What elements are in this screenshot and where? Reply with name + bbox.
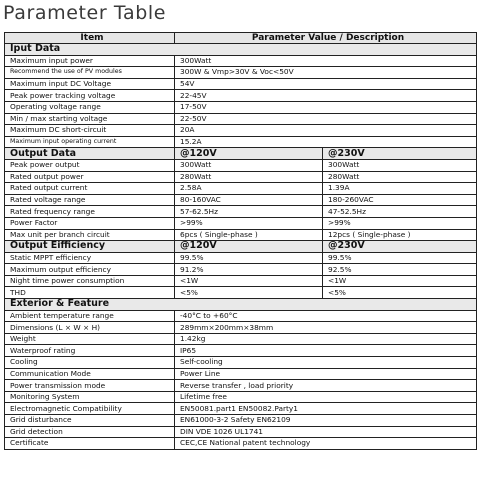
- row-value: 280Watt: [175, 171, 323, 183]
- row-value: >99%: [175, 217, 323, 229]
- row-value: Self-cooling: [175, 357, 477, 369]
- header-item: Item: [5, 33, 175, 44]
- row-label: Static MPPT efficiency: [5, 252, 175, 264]
- row-label: Power transmission mode: [5, 380, 175, 392]
- table-row: [5, 101, 477, 113]
- table-row: [5, 380, 477, 392]
- row-label: Dimensions (L × W × H): [5, 322, 175, 334]
- row-value: EN61000-3-2 Safety EN62109: [175, 415, 477, 427]
- row-label: Communication Mode: [5, 368, 175, 380]
- table-row: [5, 357, 477, 369]
- table-row: [5, 368, 477, 380]
- table-row: [5, 391, 477, 403]
- row-value: 300Watt: [175, 159, 323, 171]
- row-value: 20A: [175, 125, 477, 137]
- section-exterior-row: [5, 299, 477, 311]
- table-row: [5, 264, 477, 276]
- table-row: [5, 136, 477, 148]
- row-label: Rated voltage range: [5, 194, 175, 206]
- table-row: [5, 415, 477, 427]
- section-title: Output Data: [5, 148, 175, 160]
- row-value: 92.5%: [323, 264, 477, 276]
- row-value: Lifetime free: [175, 391, 477, 403]
- row-label: Maximum DC short-circuit: [5, 125, 175, 137]
- row-label: Weight: [5, 333, 175, 345]
- table-row: [5, 275, 477, 287]
- section-input-row: [5, 44, 477, 56]
- row-value: 2.58A: [175, 183, 323, 195]
- column-label: @230V: [323, 241, 477, 253]
- row-value: 300Watt: [175, 55, 477, 67]
- row-value: Reverse transfer , load priority: [175, 380, 477, 392]
- section-title: Exterior & Feature: [5, 299, 477, 311]
- row-label: Night time power consumption: [5, 275, 175, 287]
- table-row: [5, 252, 477, 264]
- row-value: 80-160VAC: [175, 194, 323, 206]
- row-label: Electromagnetic Compatibility: [5, 403, 175, 415]
- row-label: Min / max starting voltage: [5, 113, 175, 125]
- table-row: [5, 55, 477, 67]
- row-value: 12pcs ( Single-phase ): [323, 229, 477, 241]
- row-value: <1W: [175, 275, 323, 287]
- row-value: 300Watt: [323, 159, 477, 171]
- section-efficiency-row: [5, 241, 477, 253]
- parameter-table: [4, 32, 477, 450]
- table-row: [5, 310, 477, 322]
- row-label: Cooling: [5, 357, 175, 369]
- header-value: Parameter Value / Description: [175, 33, 477, 44]
- row-value: IP65: [175, 345, 477, 357]
- row-label: THD: [5, 287, 175, 299]
- row-value: <5%: [175, 287, 323, 299]
- row-value: 17-50V: [175, 101, 477, 113]
- row-value: 99.5%: [175, 252, 323, 264]
- row-value: 180-260VAC: [323, 194, 477, 206]
- table-row: [5, 287, 477, 299]
- row-label: Maximum input operating current: [5, 136, 175, 148]
- row-value: 57-62.5Hz: [175, 206, 323, 218]
- row-label: Grid disturbance: [5, 415, 175, 427]
- row-value: >99%: [323, 217, 477, 229]
- row-label: Maximum input power: [5, 55, 175, 67]
- row-value: 300W & Vmp>30V & Voc<50V: [175, 67, 477, 79]
- table-row: [5, 67, 477, 79]
- row-label: Waterproof rating: [5, 345, 175, 357]
- row-value: 47-52.5Hz: [323, 206, 477, 218]
- row-label: Maximum input DC Voltage: [5, 78, 175, 90]
- table-row: [5, 78, 477, 90]
- table-row: [5, 345, 477, 357]
- row-value: 91.2%: [175, 264, 323, 276]
- table-row: [5, 125, 477, 137]
- column-label: @230V: [323, 148, 477, 160]
- row-value: CEC,CE National patent technology: [175, 438, 477, 450]
- row-value: 22-45V: [175, 90, 477, 102]
- row-value: 99.5%: [323, 252, 477, 264]
- row-label: Rated frequency range: [5, 206, 175, 218]
- row-label: Max unit per branch circuit: [5, 229, 175, 241]
- row-value: EN50081.part1 EN50082.Party1: [175, 403, 477, 415]
- table-row: [5, 333, 477, 345]
- table-row: [5, 194, 477, 206]
- row-label: Operating voltage range: [5, 101, 175, 113]
- row-value: <5%: [323, 287, 477, 299]
- table-row: [5, 217, 477, 229]
- table-row: [5, 206, 477, 218]
- row-value: 22-50V: [175, 113, 477, 125]
- row-value: 1.42kg: [175, 333, 477, 345]
- table-row: [5, 183, 477, 195]
- page-title: Parameter Table: [3, 2, 167, 24]
- column-label: @120V: [175, 148, 323, 160]
- column-label: @120V: [175, 241, 323, 253]
- table-row: [5, 171, 477, 183]
- row-label: Grid detection: [5, 426, 175, 438]
- row-value: 15.2A: [175, 136, 477, 148]
- section-title: Iput Data: [5, 44, 477, 56]
- row-value: 6pcs ( Single-phase ): [175, 229, 323, 241]
- row-label: Monitoring System: [5, 391, 175, 403]
- table-row: [5, 90, 477, 102]
- row-value: 280Watt: [323, 171, 477, 183]
- row-value: -40°C to +60°C: [175, 310, 477, 322]
- row-label: Recommend the use of PV modules: [5, 67, 175, 79]
- table-row: [5, 229, 477, 241]
- row-value: 54V: [175, 78, 477, 90]
- row-label: Peak power output: [5, 159, 175, 171]
- table-row: [5, 403, 477, 415]
- table-row: [5, 438, 477, 450]
- row-label: Certificate: [5, 438, 175, 450]
- row-label: Rated output current: [5, 183, 175, 195]
- row-value: DIN VDE 1026 UL1741: [175, 426, 477, 438]
- row-label: Ambient temperature range: [5, 310, 175, 322]
- row-value: <1W: [323, 275, 477, 287]
- table-row: [5, 159, 477, 171]
- row-label: Rated output power: [5, 171, 175, 183]
- row-value: 289mm×200mm×38mm: [175, 322, 477, 334]
- table-header-row: [5, 33, 477, 44]
- table-row: [5, 113, 477, 125]
- row-label: Peak power tracking voltage: [5, 90, 175, 102]
- section-output-row: [5, 148, 477, 160]
- row-value: 1.39A: [323, 183, 477, 195]
- table-row: [5, 426, 477, 438]
- section-title: Output Eifficiency: [5, 241, 175, 253]
- row-label: Maximum output efficiency: [5, 264, 175, 276]
- row-label: Power Factor: [5, 217, 175, 229]
- table-row: [5, 322, 477, 334]
- row-value: Power Line: [175, 368, 477, 380]
